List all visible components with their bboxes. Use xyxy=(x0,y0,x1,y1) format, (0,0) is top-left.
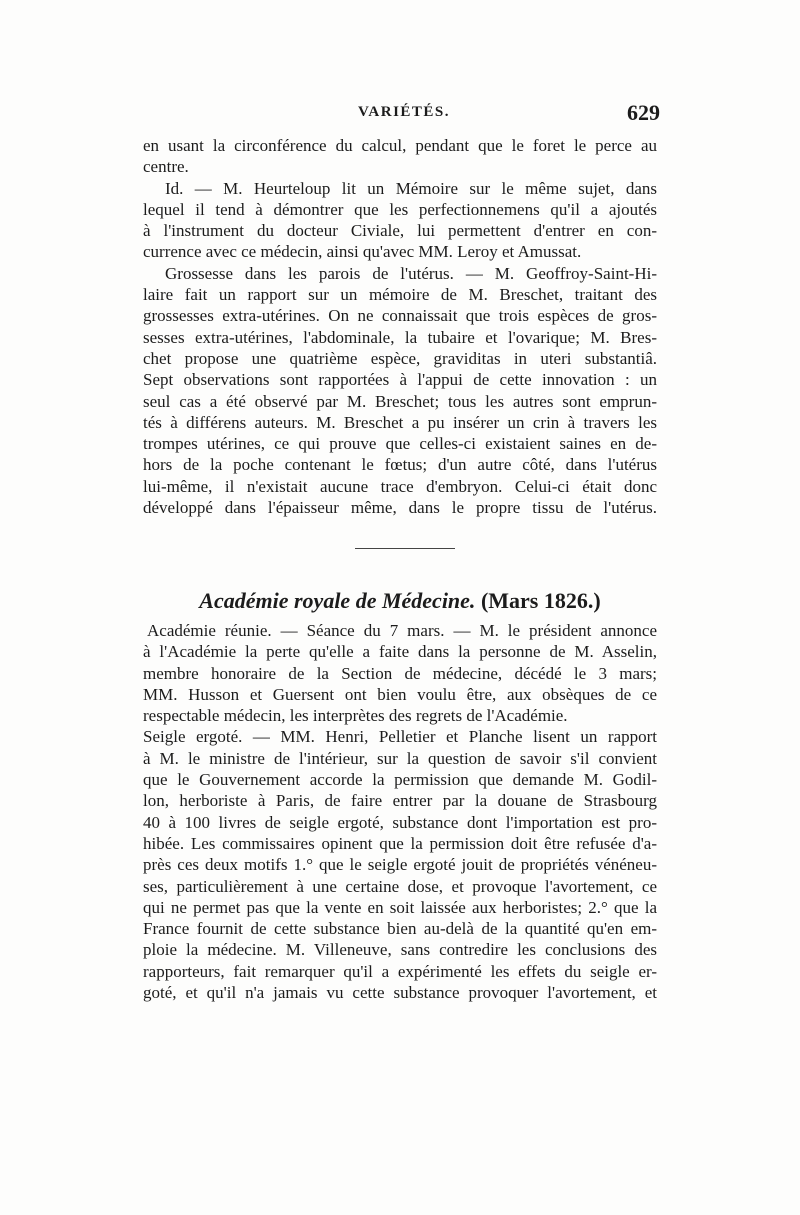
text-line: en usant la circonférence du calcul, pendant que le foret le perce au xyxy=(143,136,657,155)
text-line: goté, et qu'il n'a jamais vu cette substance provoquer l'avortement, et xyxy=(143,983,657,1003)
text-line: Sept observations sont rapportées à l'appui de cette innovation : un xyxy=(143,370,657,390)
text-line: que le Gouvernement accorde la permission que demande M. Godil- xyxy=(143,770,657,790)
text-line: membre honoraire de la Section de médecine, décédé le 3 mars; xyxy=(143,663,657,683)
text-line: trompes utérines, ce qui prouve que celles-ci existaient saines en de- xyxy=(143,434,657,454)
page-header xyxy=(140,100,660,130)
text-line: hors de la poche contenant le fœtus; d'un autre côté, dans l'utérus xyxy=(143,455,657,475)
section-divider xyxy=(355,548,455,549)
text-line: sesses extra-utérines, l'abdominale, la tubaire et l'ovarique; M. Bres- xyxy=(143,327,657,347)
text-line: à M. le ministre de l'intérieur, sur la question de savoir s'il convient xyxy=(143,748,657,768)
text-line: laire fait un rapport sur un mémoire de M. Breschet, traitant des xyxy=(143,285,657,305)
text-line: hibée. Les commissaires opinent que la permission doit être refusée d'a- xyxy=(143,833,657,853)
text-line: à l'instrument du docteur Civiale, lui permettent d'entrer en con- xyxy=(143,221,657,241)
lower-text-block xyxy=(143,620,657,1003)
text-line: Seigle ergoté. — MM. Henri, Pelletier et Planche lisent un rapport xyxy=(143,727,657,747)
text-line: grossesses extra-utérines. On ne connaissait que trois espèces de gros- xyxy=(143,306,657,326)
text-line: MM. Husson et Guersent ont bien voulu être, aux obsèques de ce xyxy=(143,684,657,704)
text-line: près ces deux motifs 1.° que le seigle ergoté jouit de propriétés vénéneu- xyxy=(143,855,657,875)
text-line: respectable médecin, les interprètes des regrets de l'Académie. xyxy=(143,706,568,726)
text-line: lequel il tend à démontrer que les perfectionnemens qu'il a ajoutés xyxy=(143,199,657,219)
upper-text-block xyxy=(143,135,657,518)
text-line: rapporteurs, fait remarquer qu'il a expérimenté les effets du seigle er- xyxy=(143,961,657,981)
text-line: qui ne permet pas que la vente en soit laissée aux herboristes; 2.° que la xyxy=(143,897,657,917)
section-title xyxy=(143,588,657,614)
text-line: lui-même, il n'existait aucune trace d'embryon. Celui-ci était donc xyxy=(143,476,657,496)
page-number: 629 xyxy=(627,100,660,125)
text-line: Académie réunie. — Séance du 7 mars. — M. le président annonce xyxy=(147,621,657,640)
text-line: centre. xyxy=(143,157,189,177)
section-title-date: (Mars 1826.) xyxy=(480,588,601,613)
text-line: 40 à 100 livres de seigle ergoté, substance dont l'importation est pro- xyxy=(143,812,657,832)
text-line: France fournit de cette substance bien au-delà de la quantité qu'en em- xyxy=(143,919,657,939)
text-line: Grossesse dans les parois de l'utérus. — M. Geoffroy-Saint-Hi- xyxy=(165,263,657,283)
section-title-name: Académie royale de Médecine. xyxy=(199,588,476,613)
text-line: currence avec ce médecin, ainsi qu'avec MM. Leroy et Amussat. xyxy=(143,242,582,262)
text-line: chet propose une quatrième espèce, graviditas in uteri substantiâ. xyxy=(143,348,657,368)
text-line: lon, herboriste à Paris, de faire entrer par la douane de Strasbourg xyxy=(143,791,657,811)
text-line: ses, particulièrement à une certaine dose, et provoque l'avortement, ce xyxy=(143,876,657,896)
text-line: développé dans l'épaisseur même, dans le propre tissu de l'utérus. xyxy=(143,498,657,518)
text-line: à l'Académie la perte qu'elle a faite dans la personne de M. Asselin, xyxy=(143,642,657,662)
text-line: seul cas a été observé par M. Breschet; tous les autres sont emprun- xyxy=(143,391,657,411)
running-head: VARIÉTÉS. xyxy=(358,104,451,120)
text-line: tés à différens auteurs. M. Breschet a pu insérer un crin à travers les xyxy=(143,412,657,432)
text-line: ploie la médecine. M. Villeneuve, sans contredire les conclusions des xyxy=(143,940,657,960)
text-line: Id. — M. Heurteloup lit un Mémoire sur le même sujet, dans xyxy=(165,178,657,198)
